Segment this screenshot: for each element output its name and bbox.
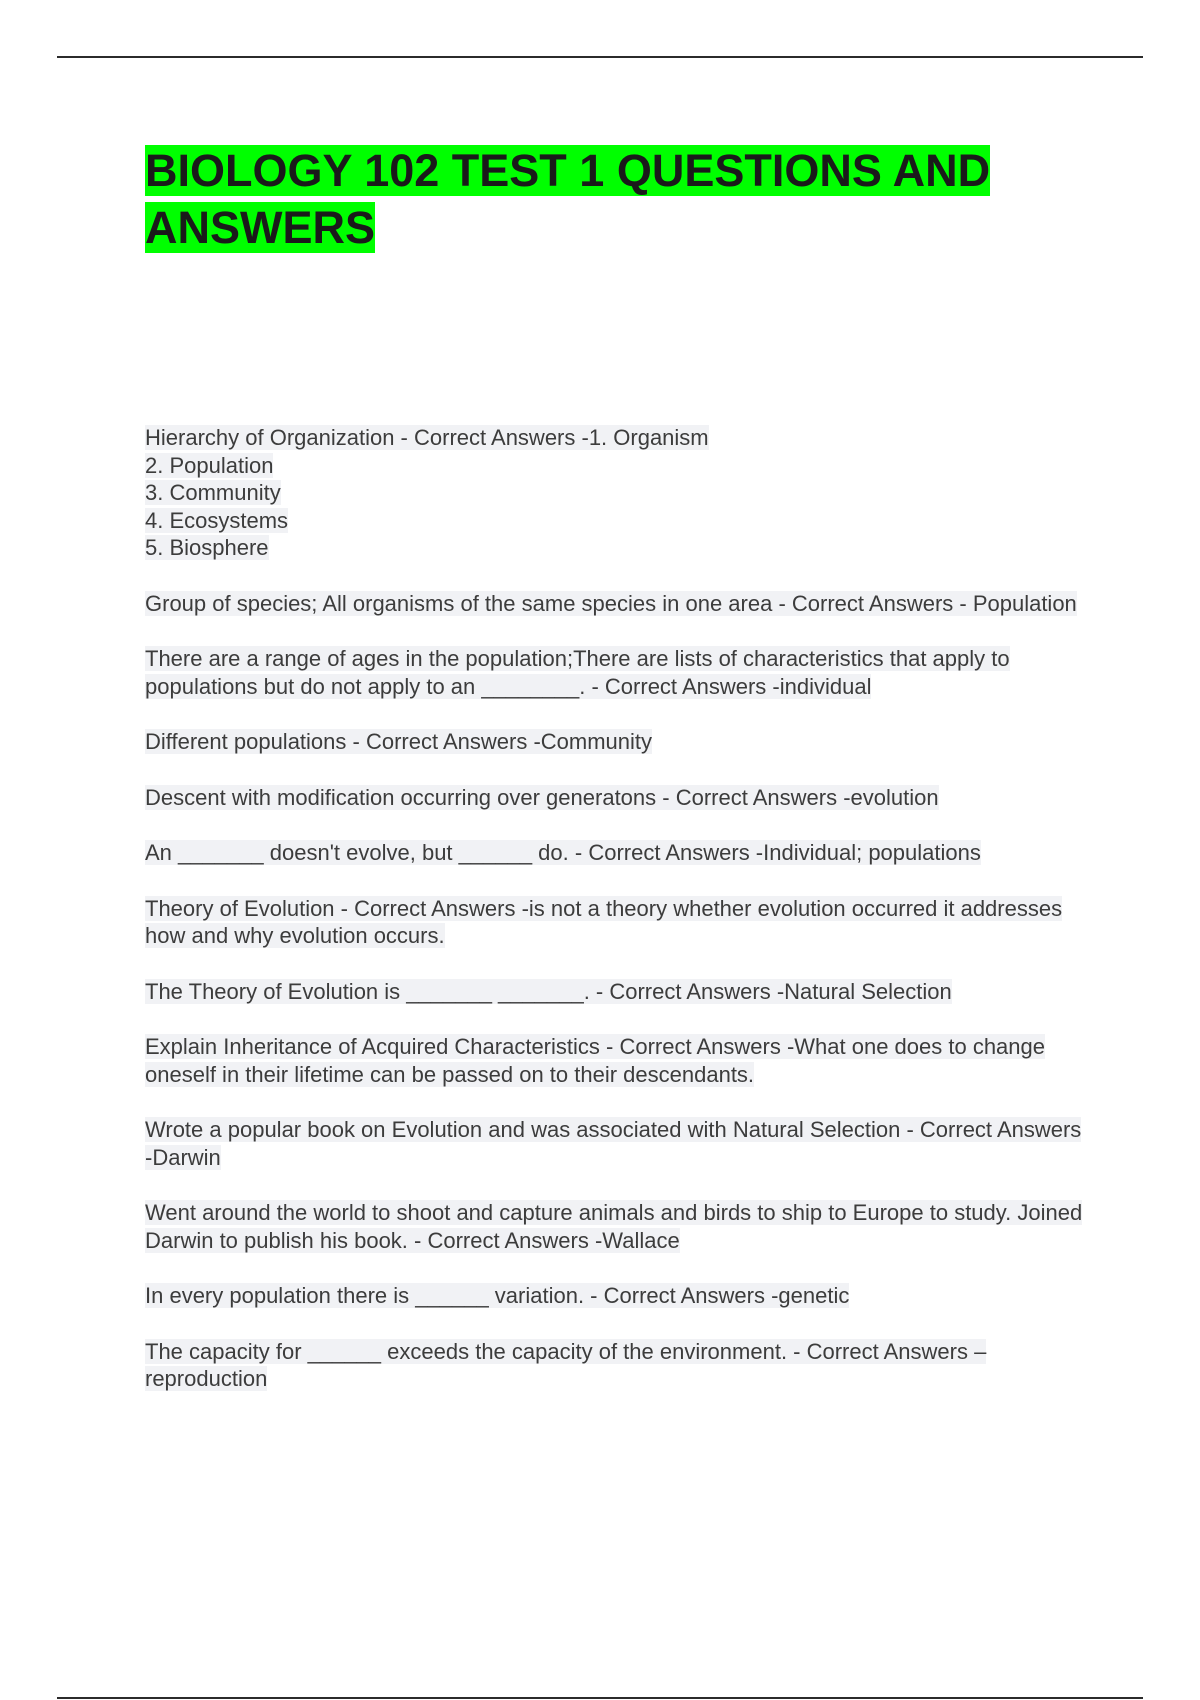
qa-entry — [145, 1282, 1085, 1310]
qa-entry — [145, 1116, 1085, 1171]
top-rule — [57, 56, 1143, 58]
qa-entry — [145, 978, 1085, 1006]
qa-list-item: 5. Biosphere — [145, 535, 269, 560]
qa-entry — [145, 728, 1085, 756]
qa-entry — [145, 784, 1085, 812]
qa-text: Different populations - Correct Answers -Community — [145, 729, 653, 754]
qa-list-item: 4. Ecosystems — [145, 507, 289, 533]
qa-text: Hierarchy of Organization - Correct Answers -1. Organism — [145, 425, 709, 450]
qa-text: Group of species; All organisms of the same species in one area - Correct Answers - Population — [145, 590, 1077, 616]
qa-text: The capacity for ______ exceeds the capacity of the environment. - Correct Answers –reproduction — [145, 1338, 987, 1391]
qa-text: Theory of Evolution - Correct Answers -is not a theory whether evolution occurred it addresses how and why evolution occurs. — [145, 895, 1063, 948]
qa-list-item: 2. Population — [145, 452, 274, 478]
title-highlight: BIOLOGY 102 TEST 1 QUESTIONS AND ANSWERS — [145, 145, 991, 253]
bottom-rule — [57, 1697, 1143, 1699]
qa-list — [145, 424, 1085, 1421]
qa-text: Explain Inheritance of Acquired Characteristics - Correct Answers -What one does to change oneself in their lifetime can be passed on to their descendants. — [145, 1034, 1046, 1087]
qa-text: In every population there is ______ variation. - Correct Answers -genetic — [145, 1283, 850, 1308]
qa-text: Went around the world to shoot and capture animals and birds to ship to Europe to study. Joined Darwin to publish his book. - Correct Answers -Wallace — [145, 1200, 1083, 1253]
qa-entry — [145, 590, 1085, 618]
qa-text: Descent with modification occurring over generatons - Correct Answers -evolution — [145, 784, 939, 810]
qa-text: There are a range of ages in the population;There are lists of characteristics that apply to populations but do not apply to an ________. - Correct Answers -individual — [145, 646, 1010, 699]
qa-entry — [145, 1033, 1085, 1088]
qa-entry — [145, 1338, 1085, 1393]
page-title — [145, 142, 1095, 256]
qa-list-item: 3. Community — [145, 480, 281, 505]
qa-entry — [145, 645, 1085, 700]
qa-entry — [145, 1199, 1085, 1254]
qa-text: The Theory of Evolution is _______ _______. - Correct Answers -Natural Selection — [145, 978, 952, 1004]
qa-entry — [145, 424, 1085, 562]
qa-entry — [145, 895, 1085, 950]
qa-text: An _______ doesn't evolve, but ______ do. - Correct Answers -Individual; populations — [145, 840, 981, 865]
qa-entry — [145, 839, 1085, 867]
qa-text: Wrote a popular book on Evolution and was associated with Natural Selection - Correct Answers -Darwin — [145, 1117, 1082, 1170]
